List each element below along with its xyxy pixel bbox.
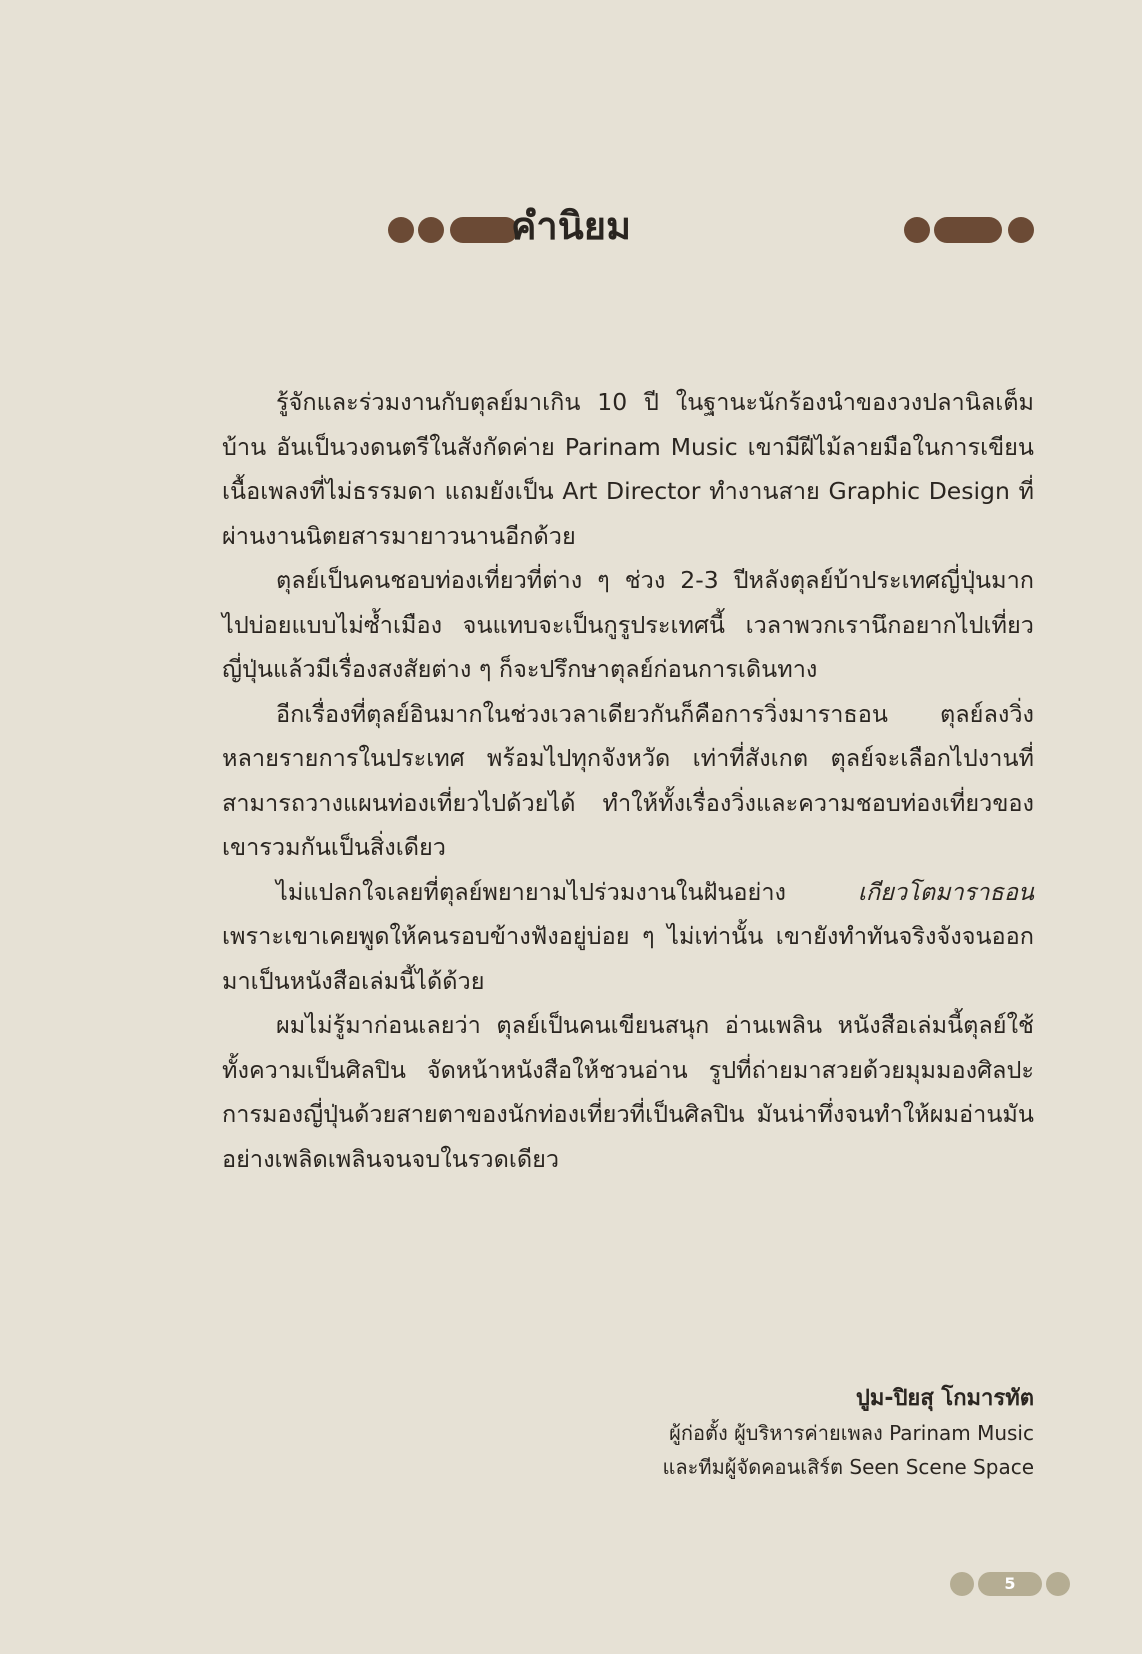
page-title: คำนิยม: [510, 204, 632, 248]
author-name: ปูม-ปิยสุ โกมารทัต: [855, 1386, 1034, 1411]
right-ornament: [904, 217, 1034, 243]
page-number-badge: [950, 1572, 1072, 1596]
heading-row: [0, 195, 1142, 265]
paragraph: ผมไม่รู้มาก่อนเลยว่า ตุลย์เป็นคนเขียนสนุก อ่านเพลิน หนังสือเล่มนี้ตุลย์ใช้ทั้งความเป็นศิลปิน จัดหน้าหนังสือให้ชวนอ่าน รูปที่ถ่ายมาสวยด้วยมุมมองศิลปะ การมองญี่ปุ่นด้วยสายตาของนักท่องเที่ยวที่เป็นศิลปิน มันน่าทึ่งจนทำให้ผมอ่านมันอย่างเพลิดเพลินจนจบในรวดเดียว: [222, 1011, 1034, 1173]
page-number: 5: [978, 1572, 1042, 1596]
author-role: และทีมผู้จัดคอนเสิร์ต Seen Scene Space: [662, 1455, 1034, 1479]
paragraph: รู้จักและร่วมงานกับตุลย์มาเกิน 10 ปี ในฐานะนักร้องนำของวงปลานิลเต็มบ้าน อันเป็นวงดนตรีในสังกัดค่าย Parinam Music เขามีฝีไม้ลายมือในการเขียนเนื้อเพลงที่ไม่ธรรมดา แถมยังเป็น Art Director ทำงานสาย Graphic Design ที่ผ่านงานนิตยสารมายาวนานอีกด้วย: [222, 388, 1034, 550]
ornament-dot: [904, 217, 930, 243]
ornament-pill: [934, 217, 1002, 243]
paragraph: ตุลย์เป็นคนชอบท่องเที่ยวที่ต่าง ๆ ช่วง 2-3 ปีหลังตุลย์บ้าประเทศญี่ปุ่นมาก ไปบ่อยแบบไม่ซ้ำเมือง จนแทบจะเป็นกูรูประเทศนี้ เวลาพวกเรานึกอยากไปเที่ยวญี่ปุ่นแล้วมีเรื่องสงสัยต่าง ๆ ก็จะปรึกษาตุลย์ก่อนการเดินทาง: [222, 566, 1034, 683]
paragraph: อีกเรื่องที่ตุลย์อินมากในช่วงเวลาเดียวกันก็คือการวิ่งมาราธอน ตุลย์ลงวิ่งหลายรายการในประเทศ พร้อมไปทุกจังหวัด เท่าที่สังเกต ตุลย์จะเลือกไปงานที่สามารถวางแผนท่องเที่ยวไปด้วยได้ ทำให้ทั้งเรื่องวิ่งและความชอบท่องเที่ยวของเขารวมกันเป็นสิ่งเดียว: [222, 699, 1034, 861]
paragraph-text: เพราะเขาเคยพูดให้คนรอบข้างฟังอยู่บ่อย ๆ ไม่เท่านั้น เขายังทำทันจริงจังจนออกมาเป็นหนังสือเล่มนี้ได้ด้วย: [222, 922, 1034, 995]
page-badge-dot: [1046, 1572, 1070, 1596]
foreword-body: [222, 380, 1034, 1181]
page-badge-dot: [950, 1572, 974, 1596]
signature-block: [663, 1382, 1035, 1484]
author-role: ผู้ก่อตั้ง ผู้บริหารค่ายเพลง Parinam Music: [669, 1421, 1034, 1445]
emphasized-title: เกียวโตมาราธอน: [857, 877, 1034, 906]
paragraph: [222, 870, 1034, 1004]
paragraph-text: ไม่แปลกใจเลยที่ตุลย์พยายามไปร่วมงานในฝันอย่าง: [276, 877, 858, 906]
ornament-dot: [1008, 217, 1034, 243]
